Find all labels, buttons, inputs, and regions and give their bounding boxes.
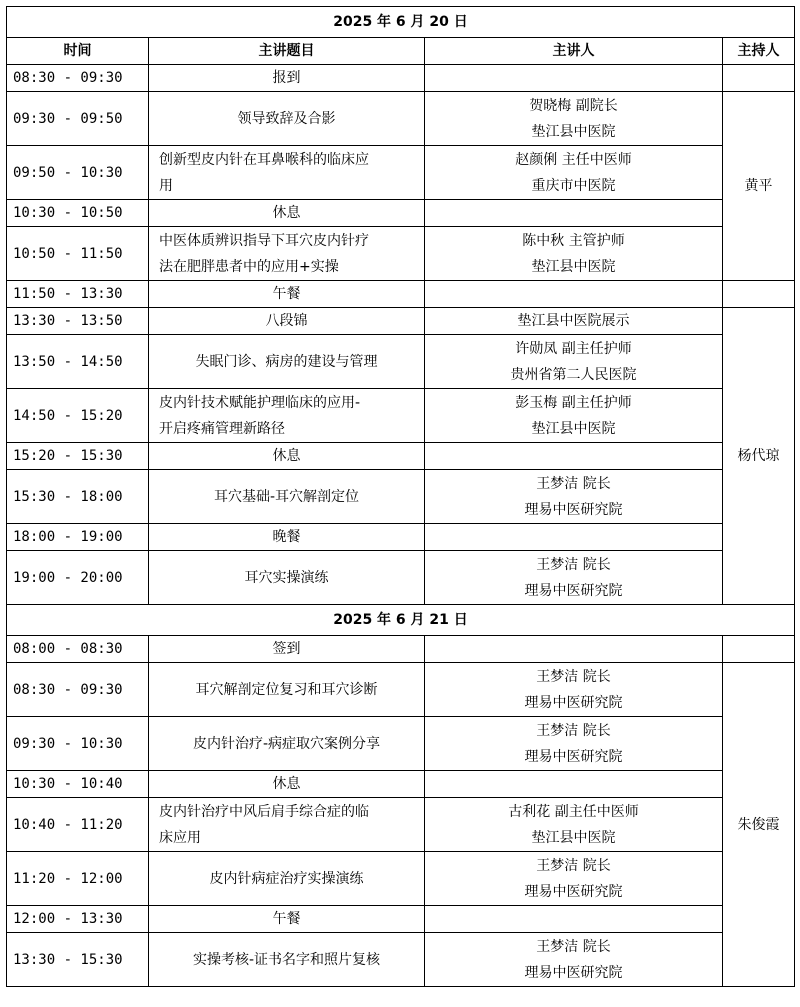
topic-cell: [149, 146, 425, 200]
table-row: [7, 852, 795, 906]
table-row: [7, 65, 795, 92]
cell-line: 签到: [272, 641, 301, 657]
time-cell: 10:30 - 10:50: [7, 200, 149, 227]
topic-cell: [149, 933, 425, 987]
time-cell: 13:30 - 13:50: [7, 308, 149, 335]
cell-line: 耳穴实操演练: [244, 569, 329, 586]
speaker-cell: [425, 663, 723, 717]
table-row: [7, 717, 795, 771]
speaker-cell: [425, 906, 723, 933]
speaker-cell: [425, 281, 723, 308]
cell-line: 休息: [272, 205, 301, 221]
speaker-cell: [425, 389, 723, 443]
speaker-cell: [425, 933, 723, 987]
cell-line: 贵州省第二人民医院: [510, 366, 637, 383]
speaker-cell: [425, 551, 723, 605]
cell-line: 午餐: [272, 286, 301, 302]
time-cell: 10:40 - 11:20: [7, 798, 149, 852]
date-row-day1: [7, 7, 795, 38]
cell-line: 皮内针技术赋能护理临床的应用-: [159, 394, 361, 411]
cell-line: 古利花 副主任中医师: [508, 803, 639, 820]
table-row: [7, 227, 795, 281]
table-row: [7, 933, 795, 987]
topic-cell: [149, 663, 425, 717]
cell-line: 垫江县中医院: [531, 420, 616, 437]
table-row: [7, 551, 795, 605]
topic-cell: [149, 443, 425, 470]
cell-line: 皮内针治疗-病症取穴案例分享: [192, 735, 381, 752]
header-topic: 主讲题目: [149, 38, 425, 65]
cell-line: 休息: [272, 776, 301, 792]
speaker-cell: [425, 524, 723, 551]
speaker-cell: [425, 308, 723, 335]
speaker-cell: [425, 227, 723, 281]
topic-cell: [149, 852, 425, 906]
time-cell: 13:50 - 14:50: [7, 335, 149, 389]
table-row: [7, 771, 795, 798]
host-cell-empty: [723, 636, 795, 663]
cell-line: 垫江县中医院: [531, 829, 616, 846]
header-host: 主持人: [723, 38, 795, 65]
time-cell: 08:30 - 09:30: [7, 663, 149, 717]
topic-cell: [149, 551, 425, 605]
cell-line: 垫江县中医院: [531, 123, 616, 140]
table-row: [7, 335, 795, 389]
cell-line: 创新型皮内针在耳鼻喉科的临床应: [159, 151, 369, 168]
cell-line: 用: [159, 177, 173, 194]
cell-line: 法在肥胖患者中的应用+实操: [159, 258, 339, 275]
cell-line: 休息: [272, 448, 301, 464]
table-row: [7, 146, 795, 200]
topic-cell: [149, 524, 425, 551]
cell-line: 陈中秋 主管护师: [522, 232, 625, 249]
topic-cell: [149, 470, 425, 524]
cell-line: 王梦洁 院长: [536, 938, 611, 955]
time-cell: 19:00 - 20:00: [7, 551, 149, 605]
host-cell-empty: [723, 65, 795, 92]
speaker-cell: [425, 65, 723, 92]
time-cell: 11:20 - 12:00: [7, 852, 149, 906]
topic-cell: [149, 308, 425, 335]
schedule-body: [7, 7, 795, 987]
cell-line: 王梦洁 院长: [536, 857, 611, 874]
topic-cell: [149, 227, 425, 281]
topic-cell: [149, 200, 425, 227]
table-row: [7, 636, 795, 663]
cell-line: 重庆市中医院: [531, 177, 616, 194]
topic-cell: [149, 281, 425, 308]
topic-cell: [149, 389, 425, 443]
cell-line: 垫江县中医院展示: [517, 313, 630, 329]
speaker-cell: [425, 717, 723, 771]
time-cell: 09:30 - 10:30: [7, 717, 149, 771]
host-cell-empty: [723, 281, 795, 308]
speaker-cell: [425, 443, 723, 470]
table-row: [7, 389, 795, 443]
cell-line: 贺晓梅 副院长: [529, 97, 618, 114]
cell-line: 领导致辞及合影: [237, 110, 336, 127]
time-cell: 11:50 - 13:30: [7, 281, 149, 308]
cell-line: 皮内针治疗中风后肩手综合症的临: [159, 803, 369, 820]
time-cell: 15:20 - 15:30: [7, 443, 149, 470]
topic-cell: [149, 335, 425, 389]
time-cell: 10:50 - 11:50: [7, 227, 149, 281]
topic-cell: [149, 636, 425, 663]
table-row: [7, 200, 795, 227]
host-cell: 黄平: [723, 92, 795, 281]
cell-line: 开启疼痛管理新路径: [159, 420, 285, 437]
topic-cell: [149, 906, 425, 933]
speaker-cell: [425, 852, 723, 906]
cell-line: 晚餐: [272, 529, 301, 545]
cell-line: 王梦洁 院长: [536, 668, 611, 685]
schedule-table: [6, 6, 795, 987]
speaker-cell: [425, 335, 723, 389]
speaker-cell: [425, 771, 723, 798]
date-day1: 2025 年 6 月 20 日: [7, 7, 795, 38]
date-day2: 2025 年 6 月 21 日: [7, 605, 795, 636]
cell-line: 床应用: [159, 829, 201, 846]
table-row: [7, 470, 795, 524]
header-row: [7, 38, 795, 65]
table-row: [7, 443, 795, 470]
time-cell: 14:50 - 15:20: [7, 389, 149, 443]
cell-line: 失眠门诊、病房的建设与管理: [195, 353, 378, 370]
speaker-cell: [425, 470, 723, 524]
time-cell: 15:30 - 18:00: [7, 470, 149, 524]
topic-cell: [149, 771, 425, 798]
cell-line: 彭玉梅 副主任护师: [515, 394, 632, 411]
topic-cell: [149, 92, 425, 146]
table-row: [7, 92, 795, 146]
table-row: [7, 906, 795, 933]
cell-line: 报到: [272, 70, 301, 86]
host-cell: 杨代琼: [723, 308, 795, 605]
cell-line: 理易中医研究院: [524, 748, 623, 765]
cell-line: 王梦洁 院长: [536, 556, 611, 573]
speaker-cell: [425, 798, 723, 852]
table-row: [7, 524, 795, 551]
cell-line: 理易中医研究院: [524, 883, 623, 900]
cell-line: 赵颜俐 主任中医师: [515, 151, 632, 168]
cell-line: 垫江县中医院: [531, 258, 616, 275]
time-cell: 13:30 - 15:30: [7, 933, 149, 987]
cell-line: 王梦洁 院长: [536, 475, 611, 492]
speaker-cell: [425, 200, 723, 227]
cell-line: 实操考核-证书名字和照片复核: [192, 951, 381, 968]
cell-line: 理易中医研究院: [524, 964, 623, 981]
table-row: [7, 281, 795, 308]
table-row: [7, 663, 795, 717]
cell-line: 理易中医研究院: [524, 694, 623, 711]
cell-line: 许勋凤 副主任护师: [515, 340, 632, 357]
time-cell: 18:00 - 19:00: [7, 524, 149, 551]
header-time: 时间: [7, 38, 149, 65]
cell-line: 王梦洁 院长: [536, 722, 611, 739]
speaker-cell: [425, 92, 723, 146]
topic-cell: [149, 65, 425, 92]
cell-line: 中医体质辨识指导下耳穴皮内针疗: [159, 232, 369, 249]
date-row-day2: [7, 605, 795, 636]
table-row: [7, 798, 795, 852]
table-row: [7, 308, 795, 335]
cell-line: 理易中医研究院: [524, 501, 623, 518]
time-cell: 09:30 - 09:50: [7, 92, 149, 146]
topic-cell: [149, 798, 425, 852]
topic-cell: [149, 717, 425, 771]
cell-line: 八段锦: [265, 313, 308, 329]
speaker-cell: [425, 636, 723, 663]
cell-line: 午餐: [272, 911, 301, 927]
speaker-cell: [425, 146, 723, 200]
host-cell: 朱俊霞: [723, 663, 795, 987]
cell-line: 耳穴解剖定位复习和耳穴诊断: [195, 681, 378, 698]
time-cell: 12:00 - 13:30: [7, 906, 149, 933]
time-cell: 08:00 - 08:30: [7, 636, 149, 663]
cell-line: 皮内针病症治疗实操演练: [209, 870, 364, 887]
time-cell: 10:30 - 10:40: [7, 771, 149, 798]
header-speaker: 主讲人: [425, 38, 723, 65]
time-cell: 09:50 - 10:30: [7, 146, 149, 200]
time-cell: 08:30 - 09:30: [7, 65, 149, 92]
cell-line: 理易中医研究院: [524, 582, 623, 599]
cell-line: 耳穴基础-耳穴解剖定位: [213, 488, 360, 505]
